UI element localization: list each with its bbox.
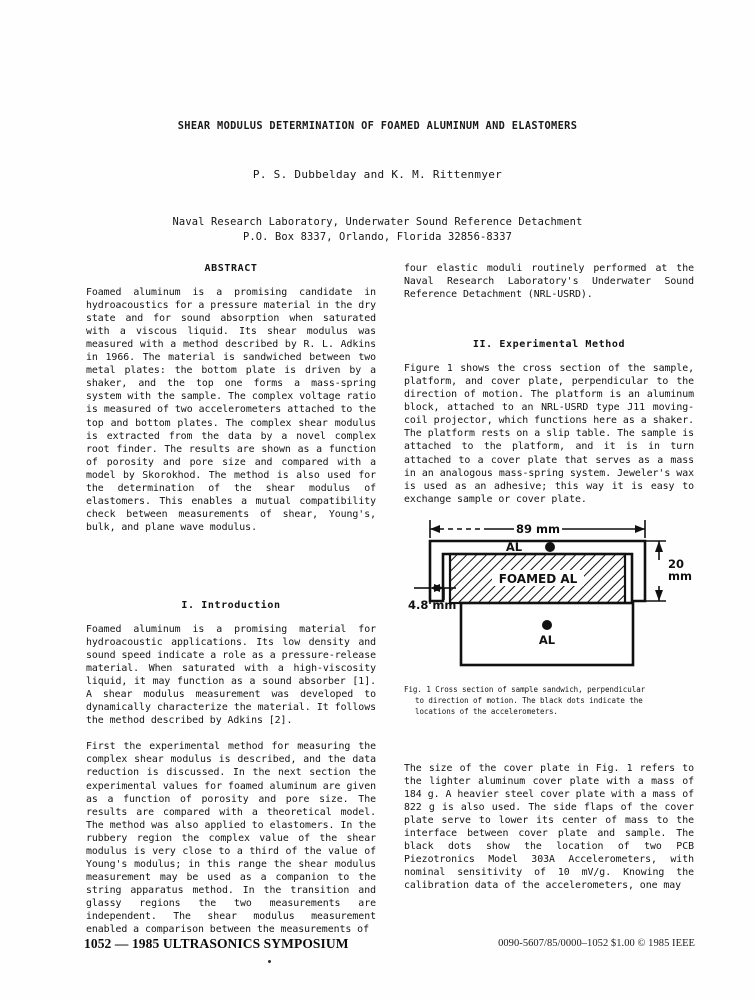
- footer-citation: 1052 — 1985 ULTRASONICS SYMPOSIUM: [84, 936, 349, 951]
- introduction-heading: I. Introduction: [181, 599, 281, 611]
- author-list: P. S. Dubbelday and K. M. Rittenmyer: [252, 168, 503, 181]
- right-column: [404, 262, 694, 506]
- affiliation-line-2: P.O. Box 8337, Orlando, Florida 32856-8337: [242, 231, 513, 243]
- caption-line-3: locations of the accelerometers.: [415, 707, 558, 717]
- accelerometer-dot-bottom: [542, 620, 552, 630]
- height-dimension-value: 20: [668, 557, 685, 571]
- footer-copyright: 0090-5607/85/0000–1052 $1.00 © 1985 IEEE: [498, 938, 695, 949]
- method-paragraph-1: Figure 1 shows the cross section of the sample, platform, and cover plate, perpendicular to the direction of motion. The platform is an aluminum block, attached to an NRL-USRD type J11 moving-coil projector, which functions here as a shaker. The platform rests on a slip table. The sample is attached to the platform, and it is in turn attached to a cover plate that serves as a mass in an analogous mass-spring system. Jeweler's wax is used as an adhesive; this way it is easy to exchange sample or cover plate.: [404, 363, 694, 505]
- cover-plate-paragraph: The size of the cover plate in Fig. 1 refers to the lighter aluminum cover plate with a mass of 184 g. A heavier steel cover plate with a mass of 822 g is also used. The side flaps of the cover plate serve to lower its center of mass to the interface between cover plate and sample. The black dots show the location of two PCB Piezotronics Model 303A Accelerometers, with nominal sensitivity of 10 mV/g. Knowing the calibration data of the accelerometers, one may: [404, 763, 694, 892]
- figure-1-diagram: [404, 508, 696, 670]
- cover-plate-label: AL: [505, 540, 523, 554]
- caption-line-2: to direction of motion. The black dots indicate the: [415, 696, 643, 706]
- continuation-paragraph: four elastic moduli routinely performed at the Naval Research Laboratory's Underwater Sound Reference Detachment (NRL-USRD).: [404, 263, 694, 301]
- height-arrow-top: [655, 541, 663, 552]
- width-arrow-right: [635, 525, 645, 533]
- introduction-paragraph-1: Foamed aluminum is a promising material for hydroacoustic applications. Its low density and sound speed indicate a role as a pressure-release material. When saturated with a high-viscosity liquid, it may function as a sound absorber [1]. A shear modulus measurement was developed to dynamically characterize the material. It follows the method described by Adkins [2].: [86, 623, 376, 727]
- foamed-al-label: FOAMED AL: [498, 572, 578, 586]
- affiliation: [0, 215, 755, 245]
- flap-dimension-label: 4.8 mm: [408, 598, 457, 612]
- accelerometer-dot-top: [545, 542, 555, 552]
- abstract-text: Foamed aluminum is a promising candidate in hydroacoustics for a pressure material in the dry state and for sound absorption when saturated with a viscous liquid. Its shear modulus was measured with a method described by R. L. Adkins in 1966. The material is sandwiched between two metal plates: the bottom plate is driven by a shaker, and the top one forms a mass-spring system with the sample. The complex voltage ratio is measured of two accelerometers attached to the top and bottom plates. The complex shear modulus is extracted from the data by a novel complex root finder. The results are shown as a function of porosity and pore size and compared with a model by Skorokhod. The method is also used for the determination of the shear modulus of elastomers. This enables a mutual compatibility check between measurements of shear, Young's, bulk, and plane wave modulus.: [86, 287, 376, 533]
- column-spacer: [404, 314, 694, 338]
- height-dimension-unit: mm: [668, 569, 692, 583]
- right-column-bottom: [404, 762, 694, 892]
- figure-1-caption: [404, 684, 696, 718]
- method-heading: II. Experimental Method: [472, 339, 626, 351]
- footer-dot-mark: [268, 960, 271, 963]
- affiliation-line-1: Naval Research Laboratory, Underwater Sound Reference Detachment: [172, 216, 583, 228]
- abstract-heading: ABSTRACT: [204, 263, 258, 274]
- introduction-paragraph-2: First the experimental method for measuring the complex shear modulus is described, and the data reduction is discussed. In the next section the experimental values for foamed aluminum are given as a function of porosity and pore size. The results are compared with a theoretical model. The method was also applied to elastomers. In the rubbery region the complex value of the shear modulus is very close to a third of the value of Young's modulus; in this range the shear modulus measurement may be used as a companion to the string apparatus method. In the transition and glassy regions the two measurements are independent. The shear modulus measurement enabled a comparison between the measurements of: [86, 741, 376, 936]
- width-dimension-label: 89 mm: [516, 522, 560, 536]
- caption-line-1: Fig. 1 Cross section of sample sandwich, perpendicular: [404, 685, 646, 694]
- platform-label: AL: [538, 633, 556, 647]
- height-arrow-bottom: [655, 590, 663, 601]
- page-title: SHEAR MODULUS DETERMINATION OF FOAMED ALUMINUM AND ELASTOMERS: [177, 120, 578, 132]
- page-footer: [0, 936, 755, 956]
- column-spacer: [86, 547, 376, 599]
- left-column: [86, 262, 376, 936]
- height-dimension: [645, 541, 666, 601]
- width-arrow-left: [430, 525, 440, 533]
